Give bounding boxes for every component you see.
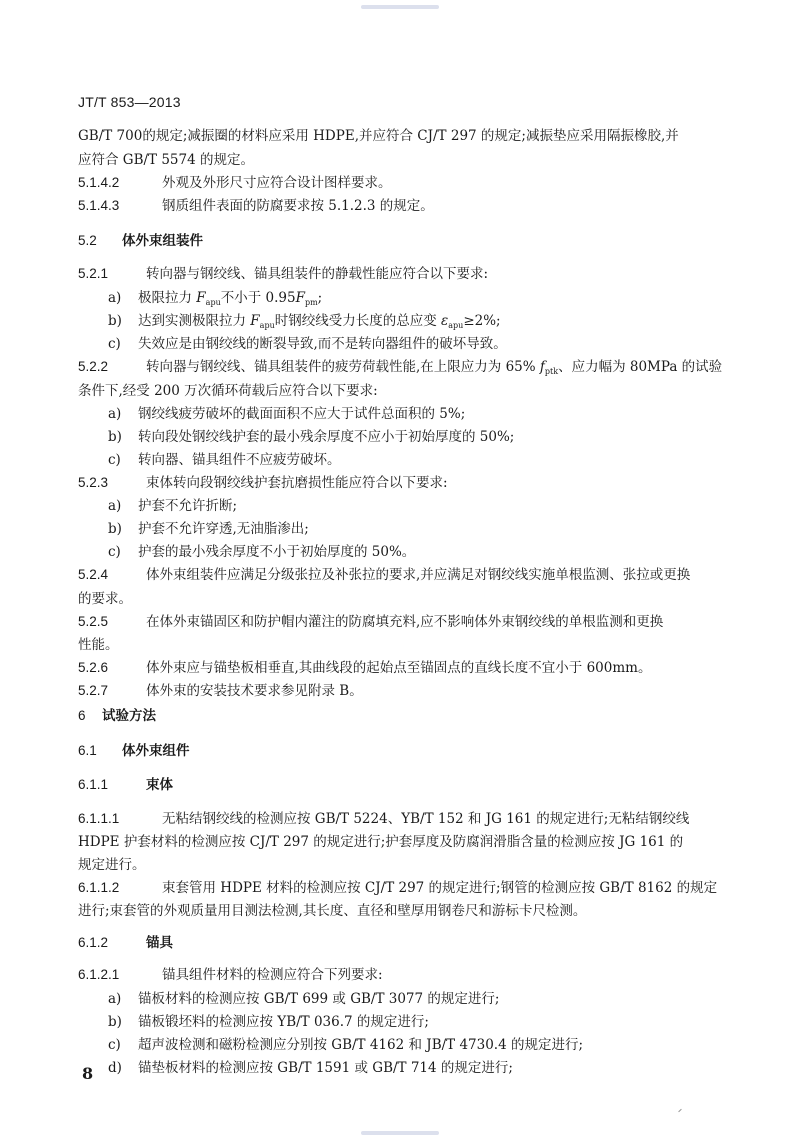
paragraph-line: 条件下,经受 200 万次循环荷载后应符合以下要求: xyxy=(78,383,378,399)
clause-5-2-5: 5.2.5 在体外束锚固区和防护帽内灌注的防腐填充料,应不影响体外束钢绞线的单根监测和更换 xyxy=(78,614,664,630)
clause-number: 5.2.5 xyxy=(78,614,109,629)
clause-5-2-3 xyxy=(78,474,728,492)
section-number: 6.1.1 xyxy=(78,777,109,792)
list-item: a) 护套不允许折断; xyxy=(108,498,238,514)
section-heading-6-1-1 xyxy=(78,776,728,794)
list-item: c) 失效应是由钢绞线的断裂导致,而不是转向器组件的破坏导致。 xyxy=(108,336,507,352)
clause-number: 6.1.1.2 xyxy=(78,880,120,895)
list-item: c) 护套的最小残余厚度不小于初始厚度的 50%。 xyxy=(108,544,416,560)
section-heading-6 xyxy=(78,707,728,725)
watermark-top xyxy=(361,5,439,9)
watermark-bottom xyxy=(361,1131,439,1135)
clause-5-2-2: 5.2.2 转向器与钢绞线、锚具组装件的疲劳荷载性能,在上限应力为 65% $f_{ptk}$、应力幅为 80MPa 的试验 xyxy=(78,359,723,376)
paragraph-line: GB/T 700的规定;减振圈的材料应采用 HDPE,并应符合 CJ/T 297 的规定;减振垫应采用隔振橡胶,并 xyxy=(78,128,679,144)
list-item: b) 护套不允许穿透,无油脂渗出; xyxy=(108,521,309,537)
clause-text: 转向器与钢绞线、锚具组装件的静载性能应符合以下要求: xyxy=(146,266,489,282)
clause-number: 5.2.4 xyxy=(78,567,109,582)
section-heading-6-1-2 xyxy=(78,934,728,952)
clause-5-1-4-3 xyxy=(78,197,728,215)
clause-number: 5.2.3 xyxy=(78,475,109,490)
clause-number: 5.1.4.3 xyxy=(78,198,120,213)
section-title: 体外束组装件 xyxy=(122,233,203,248)
section-title: 锚具 xyxy=(146,935,173,950)
clause-number: 5.2.7 xyxy=(78,683,109,698)
clause-6-1-1-2: 6.1.1.2 束套管用 HDPE 材料的检测应按 CJ/T 297 的规定进行;钢管的检测应按 GB/T 8162 的规定 xyxy=(78,880,718,896)
section-number: 5.2 xyxy=(78,233,97,248)
paragraph-line: 规定进行。 xyxy=(78,857,146,873)
clause-number: 6.1.2.1 xyxy=(78,967,120,982)
scan-mark xyxy=(678,1109,682,1113)
clause-6-1-2-1: 6.1.2.1 锚具组件材料的检测应符合下列要求: xyxy=(78,967,383,983)
section-heading-6-1 xyxy=(78,742,728,760)
list-item: c) 转向器、锚具组件不应疲劳破坏。 xyxy=(108,452,341,468)
paragraph-line: 的要求。 xyxy=(78,591,132,607)
standard-number-header: JT/T 853—2013 xyxy=(78,94,181,110)
list-item: b) 锚板锻坯料的检测应按 YB/T 036.7 的规定进行; xyxy=(108,1014,429,1030)
list-item: c) 超声波检测和磁粉检测应分别按 GB/T 4162 和 JB/T 4730.4 的规定进行; xyxy=(108,1037,584,1053)
list-item: a) 极限拉力 $F_{apu}$不小于 $0.95F_{pm}$; xyxy=(108,290,323,307)
list-item: a) 锚板材料的检测应按 GB/T 699 或 GB/T 3077 的规定进行; xyxy=(108,991,500,1007)
section-number: 6 xyxy=(78,708,86,723)
section-number: 6.1.2 xyxy=(78,935,109,950)
clause-number: 5.2.2 xyxy=(78,359,109,374)
clause-6-1-1-1: 6.1.1.1 无粘结钢绞线的检测应按 GB/T 5224、YB/T 152 和 JG 161 的规定进行;无粘结钢绞线 xyxy=(78,811,690,827)
paragraph-line: HDPE 护套材料的检测应按 CJ/T 297 的规定进行;护套厚度及防腐润滑脂含量的检测应按 JG 161 的 xyxy=(78,834,684,850)
page-number: 8 xyxy=(82,1064,94,1083)
section-title: 束体 xyxy=(146,777,173,792)
list-item: d) 锚垫板材料的检测应按 GB/T 1591 或 GB/T 714 的规定进行; xyxy=(108,1060,513,1076)
section-title: 体外束组件 xyxy=(122,743,190,758)
clause-number: 6.1.1.1 xyxy=(78,811,120,826)
section-heading-5-2 xyxy=(78,232,728,250)
clause-text: 束体转向段钢绞线护套抗磨损性能应符合以下要求: xyxy=(146,475,448,491)
section-number: 6.1 xyxy=(78,743,97,758)
clause-5-1-4-2 xyxy=(78,174,728,192)
clause-text: 外观及外形尺寸应符合设计图样要求。 xyxy=(162,175,392,191)
clause-number: 5.2.1 xyxy=(78,266,109,281)
clause-5-2-1 xyxy=(78,265,728,283)
clause-number: 5.1.4.2 xyxy=(78,175,120,190)
clause-5-2-7: 5.2.7 体外束的安装技术要求参见附录 B。 xyxy=(78,683,363,699)
paragraph-line: 性能。 xyxy=(78,637,119,653)
list-item: b) 转向段处钢绞线护套的最小残余厚度不应小于初始厚度的 50%; xyxy=(108,429,515,445)
clause-number: 5.2.6 xyxy=(78,660,109,675)
paragraph-line: 应符合 GB/T 5574 的规定。 xyxy=(78,152,254,168)
clause-5-2-6: 5.2.6 体外束应与锚垫板相垂直,其曲线段的起始点至锚固点的直线长度不宜小于 600mm。 xyxy=(78,660,652,676)
paragraph-line: 进行;束套管的外观质量用目测法检测,其长度、直径和壁厚用钢卷尺和游标卡尺检测。 xyxy=(78,903,587,919)
clause-text: 钢质组件表面的防腐要求按 5.1.2.3 的规定。 xyxy=(162,198,434,214)
clause-5-2-4: 5.2.4 体外束组装件应满足分级张拉及补张拉的要求,并应满足对钢绞线实施单根监测、张拉或更换 xyxy=(78,567,691,583)
section-title: 试验方法 xyxy=(102,708,156,723)
list-item: a) 钢绞线疲劳破坏的截面面积不应大于试件总面积的 5%; xyxy=(108,406,466,422)
list-item: b) 达到实测极限拉力 $F_{apu}$时钢绞线受力长度的总应变 $\varepsilon_{apu}\ge 2\%$; xyxy=(108,313,501,330)
